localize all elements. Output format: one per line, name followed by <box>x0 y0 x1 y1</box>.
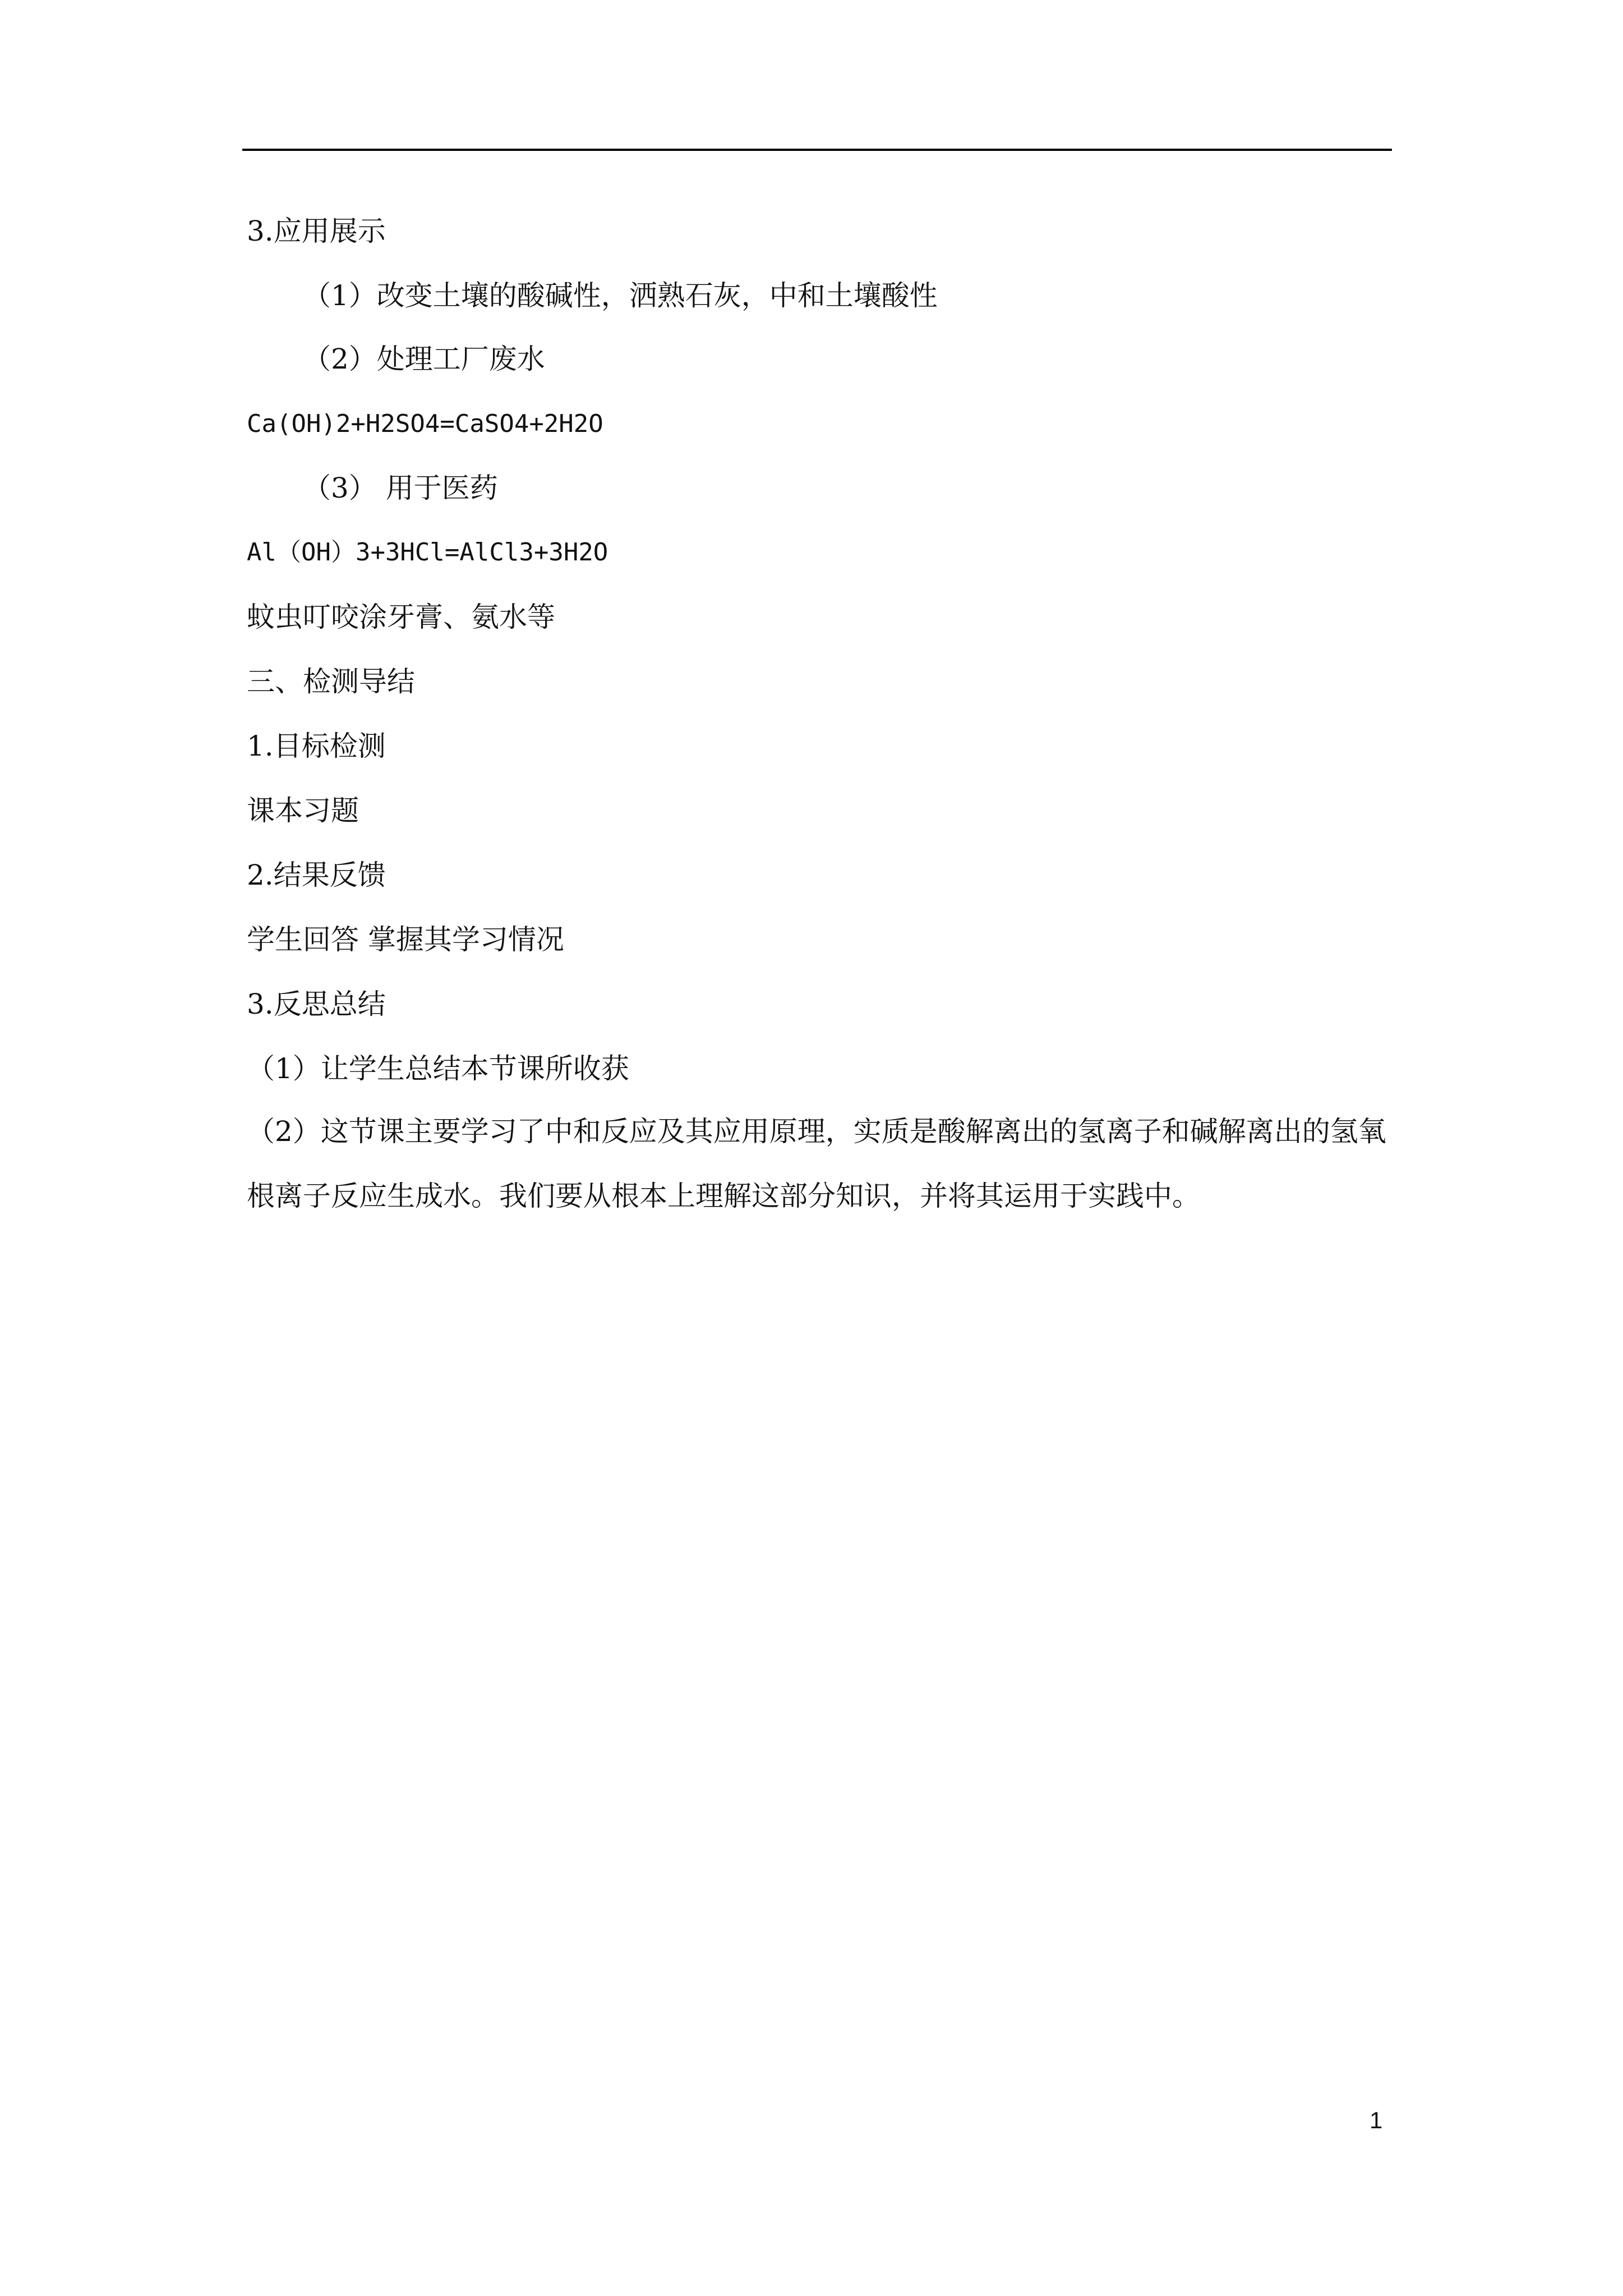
list-item-medicine: （3） 用于医药 <box>303 472 498 504</box>
text-insect-bite: 蚊虫叮咬涂牙膏、氨水等 <box>247 601 555 633</box>
paragraph-conclusion: （2）这节课主要学习了中和反应及其应用原理，实质是酸解离出的氢离子和碱解离出的氢氧根离子反应生成水。我们要从根本上理解这部分知识，并将其运用于实践中。 <box>247 1115 1386 1212</box>
subheading-target-detection: 1.目标检测 <box>247 730 386 762</box>
list-item-wastewater: （2）处理工厂废水 <box>303 343 545 375</box>
subheading-feedback: 2.结果反馈 <box>247 859 386 891</box>
page-number: 1 <box>1370 2107 1383 2133</box>
section-heading-application: 3.应用展示 <box>247 215 386 247</box>
list-item-soil: （1）改变土壤的酸碱性，洒熟石灰，中和土壤酸性 <box>303 279 938 312</box>
header-rule <box>242 149 1392 151</box>
list-item-summary: （1）让学生总结本节课所收获 <box>247 1052 629 1085</box>
subheading-reflection: 3.反思总结 <box>247 988 386 1020</box>
text-textbook-exercises: 课本习题 <box>247 794 359 827</box>
text-student-answers: 学生回答 掌握其学习情况 <box>247 923 564 956</box>
equation-calcium-hydroxide: Ca(OH)2+H2SO4=CaSO4+2H2O <box>247 409 603 438</box>
section-heading-detection: 三、检测导结 <box>247 665 415 698</box>
equation-aluminium-hydroxide: Al（OH）3+3HCl=AlCl3+3H2O <box>247 538 608 567</box>
